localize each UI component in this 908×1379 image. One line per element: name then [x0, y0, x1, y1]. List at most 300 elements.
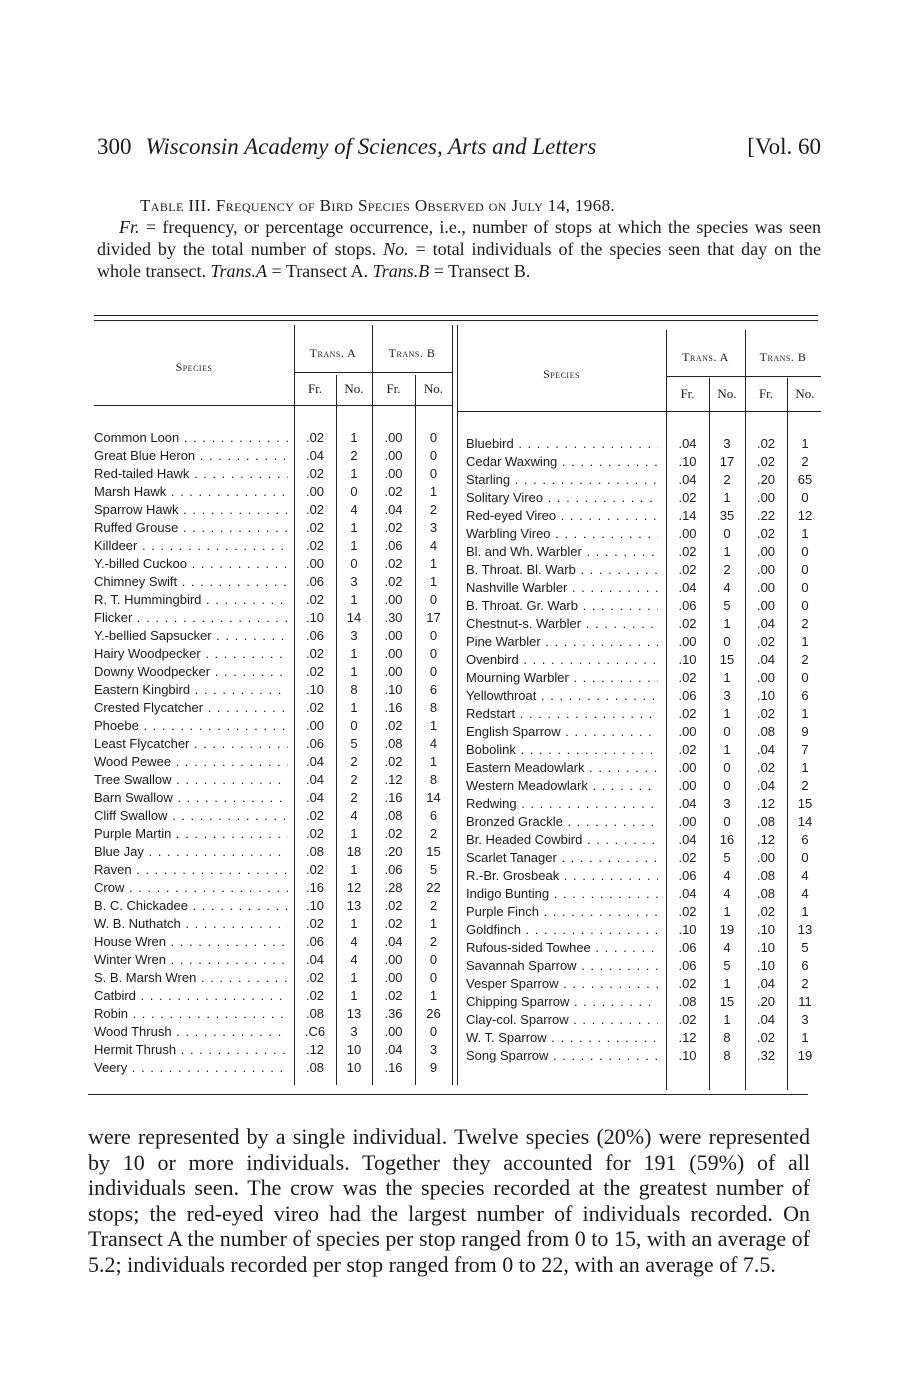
trans-a-frequency: .06 — [305, 736, 325, 751]
species-name: Y.-billed Cuckoo . . . — [94, 555, 288, 573]
trans-b-frequency: .10 — [756, 940, 776, 955]
trans-b-frequency: .02 — [756, 1030, 776, 1045]
trans-a-count: 5 — [723, 958, 731, 973]
running-header — [97, 134, 821, 160]
trans-a-frequency: .06 — [678, 598, 697, 613]
trans-a-frequency: .02 — [678, 616, 697, 631]
trans-a-frequency: .12 — [305, 1042, 325, 1057]
trans-b-frequency: .08 — [756, 886, 776, 901]
trans-b-frequency: .00 — [384, 970, 403, 985]
trans-b-count: 65 — [797, 472, 813, 487]
trans-a-frequency: .02 — [678, 1012, 697, 1027]
table-row — [94, 807, 452, 825]
trans-b-frequency: .00 — [756, 580, 776, 595]
trans-a-count: 3 — [350, 628, 358, 643]
trans-a-frequency: .00 — [305, 556, 325, 571]
trans-b-frequency: .08 — [756, 868, 776, 883]
species-name: Mourning Warbler . . . — [466, 669, 658, 687]
trans-a-frequency: .10 — [305, 610, 325, 625]
trans-b-count: 1 — [429, 916, 438, 931]
volume-label: [Vol. 60 — [747, 134, 821, 159]
trans-b-frequency: .02 — [384, 556, 403, 571]
trans-b-frequency: .02 — [384, 916, 403, 931]
species-name: R.-Br. Grosbeak . . . — [466, 867, 658, 885]
trans-a-frequency: .02 — [305, 592, 325, 607]
trans-b-count: 6 — [429, 808, 438, 823]
species-name: Hairy Woodpecker . . . — [94, 645, 288, 663]
trans-a-count: 1 — [723, 706, 731, 721]
trans-a-frequency: .02 — [305, 826, 325, 841]
trans-b-count: 0 — [429, 466, 438, 481]
trans-b-frequency: .02 — [384, 826, 403, 841]
table-row — [94, 663, 452, 681]
trans-b-frequency: .04 — [756, 616, 776, 631]
trans-b-count: 1 — [429, 574, 438, 589]
table-row — [466, 975, 821, 993]
trans-b-header: Trans. B — [388, 346, 436, 360]
table-row — [466, 615, 821, 633]
species-name: Rufous-sided Towhee . . . — [466, 939, 658, 957]
trans-b-count: 0 — [801, 850, 809, 865]
species-name: Winter Wren . . . — [94, 951, 288, 969]
trans-b-count: 4 — [801, 886, 809, 901]
trans-a-count: 35 — [719, 508, 735, 523]
table-row — [94, 933, 452, 951]
trans-b-count: 3 — [801, 1012, 809, 1027]
trans-a-count: 18 — [346, 844, 362, 859]
trans-a-frequency: .02 — [305, 466, 325, 481]
trans-a-frequency: .00 — [678, 724, 697, 739]
trans-b-frequency: .02 — [756, 634, 776, 649]
trans-a-frequency: .10 — [678, 454, 697, 469]
table-row — [466, 1029, 821, 1047]
trans-b-count: 15 — [426, 844, 441, 859]
trans-b-frequency: .02 — [384, 898, 403, 913]
trans-a-count: 0 — [723, 526, 731, 541]
trans-b-frequency: .02 — [384, 988, 403, 1003]
trans-a-count: 4 — [723, 940, 731, 955]
table-row — [94, 753, 452, 771]
table-row — [466, 723, 821, 741]
trans-b-count: 2 — [429, 502, 438, 517]
species-name: Ovenbird . . . — [466, 651, 658, 669]
trans-a-count: 1 — [723, 490, 731, 505]
table-row — [466, 813, 821, 831]
trans-b-frequency: .04 — [756, 778, 776, 793]
trans-b-frequency: .02 — [756, 706, 776, 721]
trans-b-frequency: .32 — [756, 1048, 776, 1063]
fr-header: Fr. — [758, 386, 774, 401]
trans-b-count: 0 — [429, 1024, 438, 1039]
species-name: Redwing . . . — [466, 795, 658, 813]
trans-b-count: 26 — [426, 1006, 441, 1021]
table-subhead-rule — [294, 372, 452, 373]
trans-a-frequency: .10 — [305, 898, 325, 913]
species-name: Red-tailed Hawk . . . — [94, 465, 288, 483]
species-name: Great Blue Heron . . . — [94, 447, 288, 465]
trans-a-header: Trans. A — [682, 350, 729, 364]
species-name: Chestnut-s. Warbler . . . — [466, 615, 658, 633]
trans-b-count: 0 — [429, 592, 438, 607]
trans-b-count: 1 — [429, 988, 438, 1003]
table-row — [466, 867, 821, 885]
trans-a-frequency: .02 — [305, 862, 325, 877]
trans-a-frequency: .08 — [305, 844, 325, 859]
trans-a-frequency: .04 — [305, 952, 325, 967]
species-name: Downy Woodpecker . . . — [94, 663, 288, 681]
trans-a-frequency: .10 — [305, 682, 325, 697]
table-subhead-rule — [666, 376, 821, 377]
species-name: Pine Warbler . . . — [466, 633, 658, 651]
trans-a-frequency: .02 — [678, 490, 697, 505]
table-row — [94, 573, 452, 591]
trans-a-count: 0 — [723, 634, 731, 649]
species-name: House Wren . . . — [94, 933, 288, 951]
species-name: Purple Finch . . . — [466, 903, 658, 921]
species-name: Starling . . . — [466, 471, 658, 489]
trans-b-count: 11 — [798, 994, 812, 1009]
trans-b-frequency: .04 — [384, 1042, 403, 1057]
trans-a-count: 0 — [723, 814, 731, 829]
table-row — [466, 633, 821, 651]
species-name: Goldfinch . . . — [466, 921, 658, 939]
trans-b-frequency: .08 — [384, 736, 403, 751]
trans-a-frequency: .00 — [678, 526, 697, 541]
trans-a-count: 4 — [723, 868, 731, 883]
species-name: Bl. and Wh. Warbler . . . — [466, 543, 658, 561]
fr-header: Fr. — [386, 381, 401, 396]
trans-b-frequency: .00 — [384, 1024, 403, 1039]
trans-a-frequency: .04 — [305, 790, 325, 805]
species-name: Wood Thrush . . . — [94, 1023, 288, 1041]
trans-b-count: 3 — [429, 1042, 438, 1057]
trans-b-count: 15 — [797, 796, 813, 811]
trans-b-frequency: .00 — [756, 544, 776, 559]
trans-b-frequency: .02 — [384, 754, 403, 769]
trans-a-frequency: .02 — [678, 706, 697, 721]
trans-a-count: 10 — [346, 1042, 362, 1057]
trans-a-count: 2 — [350, 772, 358, 787]
species-name: Br. Headed Cowbird . . . — [466, 831, 658, 849]
trans-b-frequency: .28 — [384, 880, 403, 895]
no-header: No. — [795, 386, 815, 401]
table-row — [94, 969, 452, 987]
table-row — [466, 705, 821, 723]
trans-a-count: 15 — [719, 994, 735, 1009]
trans-a-count: 8 — [350, 682, 358, 697]
trans-a-frequency: .04 — [678, 796, 697, 811]
trans-b-frequency: .08 — [756, 814, 776, 829]
trans-a-count: 8 — [723, 1030, 731, 1045]
species-name: Eastern Meadowlark . . . — [466, 759, 658, 777]
trans-a-count: 1 — [350, 538, 358, 553]
trans-a-frequency: .06 — [305, 574, 325, 589]
trans-b-header: Trans. B — [759, 350, 807, 364]
trans-b-frequency: .36 — [384, 1006, 403, 1021]
trans-a-count: 1 — [723, 544, 731, 559]
trans-b-frequency: .04 — [384, 934, 403, 949]
trans-b-count: 12 — [797, 508, 813, 523]
trans-b-count: 1 — [801, 436, 809, 451]
trans-b-count: 0 — [801, 562, 809, 577]
table-legend — [97, 216, 821, 282]
trans-a-frequency: .02 — [678, 544, 697, 559]
legend-tb-text: = Transect B. — [429, 261, 531, 281]
species-name: Clay-col. Sparrow . . . — [466, 1011, 658, 1029]
trans-b-count: 2 — [801, 616, 809, 631]
trans-b-count: 17 — [426, 610, 441, 625]
trans-b-frequency: .02 — [756, 760, 776, 775]
table-row — [94, 735, 452, 753]
table-row — [94, 465, 452, 483]
table-row — [466, 669, 821, 687]
table-row — [466, 1011, 821, 1029]
trans-a-frequency: .02 — [678, 904, 697, 919]
trans-a-frequency: .04 — [678, 886, 697, 901]
trans-a-count: 4 — [350, 502, 358, 517]
table-row — [466, 993, 821, 1011]
trans-b-count: 0 — [429, 430, 438, 445]
species-name: Marsh Hawk . . . — [94, 483, 288, 501]
trans-a-count: 3 — [723, 436, 731, 451]
trans-b-frequency: .16 — [384, 700, 403, 715]
trans-a-frequency: .02 — [305, 988, 325, 1003]
trans-b-frequency: .16 — [384, 790, 403, 805]
species-name: S. B. Marsh Wren . . . — [94, 969, 288, 987]
trans-a-count: 1 — [350, 664, 358, 679]
trans-b-frequency: .02 — [384, 484, 403, 499]
species-name: Indigo Bunting . . . — [466, 885, 658, 903]
species-name: Red-eyed Vireo . . . — [466, 507, 658, 525]
trans-b-count: 0 — [801, 490, 809, 505]
trans-a-count: 13 — [346, 898, 362, 913]
trans-b-frequency: .00 — [384, 592, 403, 607]
species-name: Killdeer . . . — [94, 537, 288, 555]
species-name: Flicker . . . — [94, 609, 288, 627]
trans-b-count: 4 — [801, 868, 809, 883]
species-name: Raven . . . — [94, 861, 288, 879]
trans-b-frequency: .10 — [756, 958, 776, 973]
trans-b-count: 13 — [797, 922, 813, 937]
species-name: Chimney Swift . . . — [94, 573, 288, 591]
trans-a-count: 3 — [350, 574, 358, 589]
species-name: Common Loon . . . — [94, 429, 288, 447]
trans-a-frequency: .06 — [305, 934, 325, 949]
species-header: Species — [543, 367, 580, 381]
trans-b-count: 9 — [801, 724, 809, 739]
trans-a-count: 1 — [350, 862, 358, 877]
table-row — [466, 579, 821, 597]
species-name: Bronzed Grackle . . . — [466, 813, 658, 831]
species-header: Species — [175, 360, 213, 374]
trans-b-count: 2 — [429, 826, 438, 841]
trans-a-frequency: .06 — [678, 958, 697, 973]
left-species-rows — [94, 429, 452, 1077]
species-name: English Sparrow . . . — [466, 723, 658, 741]
table-row — [94, 699, 452, 717]
trans-a-count: 3 — [350, 1024, 358, 1039]
trans-b-frequency: .02 — [756, 904, 776, 919]
table-row — [94, 555, 452, 573]
table-row — [94, 951, 452, 969]
trans-a-count: 4 — [723, 886, 731, 901]
trans-a-count: 0 — [350, 556, 358, 571]
trans-a-count: 0 — [350, 484, 358, 499]
trans-b-count: 14 — [797, 814, 813, 829]
trans-a-frequency: .04 — [678, 580, 697, 595]
trans-a-count: 1 — [723, 742, 731, 757]
table-row — [466, 435, 821, 453]
trans-a-frequency: .02 — [305, 646, 325, 661]
trans-b-frequency: .16 — [384, 1060, 403, 1075]
page-number: 300 — [97, 134, 132, 159]
trans-b-frequency: .00 — [756, 670, 776, 685]
trans-a-count: 1 — [350, 700, 358, 715]
trans-a-frequency: .02 — [305, 700, 325, 715]
trans-a-frequency: .02 — [305, 916, 325, 931]
legend-no-text: = total individuals of the species seen that day on the whole transect. — [97, 239, 821, 281]
trans-a-frequency: .06 — [305, 628, 325, 643]
table-top-rule — [94, 315, 818, 316]
species-name: Ruffed Grouse . . . — [94, 519, 288, 537]
table-top-rule-2 — [94, 320, 818, 321]
trans-a-count: 2 — [350, 754, 358, 769]
table-row — [94, 771, 452, 789]
table-title: Frequency of Bird Species Observed on July 14, 1968. — [215, 196, 616, 215]
trans-a-frequency: .04 — [305, 448, 325, 463]
trans-b-frequency: .10 — [756, 922, 776, 937]
table-row — [94, 825, 452, 843]
trans-a-frequency: .06 — [678, 940, 697, 955]
trans-b-frequency: .00 — [756, 490, 776, 505]
species-name: Hermit Thrush . . . — [94, 1041, 288, 1059]
species-name: Redstart . . . — [466, 705, 658, 723]
trans-a-frequency: .02 — [678, 742, 697, 757]
trans-b-count: 5 — [429, 862, 438, 877]
species-name: Vesper Sparrow . . . — [466, 975, 658, 993]
table-row — [466, 561, 821, 579]
species-name: Bobolink . . . — [466, 741, 658, 759]
trans-b-count: 2 — [801, 976, 809, 991]
trans-a-count: 1 — [350, 916, 358, 931]
trans-b-frequency: .00 — [384, 430, 403, 445]
trans-a-frequency: .00 — [678, 778, 697, 793]
trans-a-count: 1 — [723, 976, 731, 991]
table-row — [94, 1005, 452, 1023]
trans-a-frequency: .02 — [678, 562, 697, 577]
legend-no-abbr: No. — [383, 239, 409, 259]
trans-b-frequency: .04 — [756, 742, 776, 757]
species-name: Cliff Swallow . . . — [94, 807, 288, 825]
trans-b-count: 1 — [429, 484, 438, 499]
trans-a-frequency: .02 — [678, 976, 697, 991]
trans-b-frequency: .20 — [384, 844, 403, 859]
trans-a-frequency: .04 — [678, 832, 697, 847]
trans-b-frequency: .00 — [384, 952, 403, 967]
trans-a-frequency: .08 — [305, 1006, 325, 1021]
trans-b-frequency: .02 — [384, 520, 403, 535]
trans-b-frequency: .02 — [756, 454, 776, 469]
species-name: Veery . . . — [94, 1059, 288, 1077]
trans-b-count: 1 — [801, 634, 809, 649]
species-name: B. Throat. Bl. Warb . . . — [466, 561, 658, 579]
table-row — [94, 861, 452, 879]
table-row — [94, 591, 452, 609]
trans-a-count: 1 — [723, 904, 731, 919]
table-row — [466, 885, 821, 903]
trans-a-frequency: .08 — [305, 1060, 325, 1075]
table-row — [466, 957, 821, 975]
trans-a-count: 4 — [350, 808, 358, 823]
trans-b-count: 7 — [801, 742, 809, 757]
table-row — [466, 687, 821, 705]
trans-b-frequency: .02 — [756, 436, 776, 451]
trans-b-count: 2 — [801, 652, 809, 667]
trans-a-count: 0 — [723, 760, 731, 775]
trans-a-frequency: .06 — [678, 688, 697, 703]
body-paragraph: were represented by a single individual. Twelve species (20%) were represented by 10 or more individuals. Together they accounted for 191 (59%) of all individuals seen. The crow was the species recorded at the greatest number of stops; the red-eyed vireo had the largest number of individuals recorded. On Transect A the number of species per stop ranged from 0 to 15, with an average of 5.2; individuals recorded per stop ranged from 0 to 22, with an average of 7.5. — [88, 1124, 810, 1277]
table-row — [466, 453, 821, 471]
table-row — [466, 939, 821, 957]
species-name: Barn Swallow . . . — [94, 789, 288, 807]
table-row — [466, 651, 821, 669]
table-row — [94, 1041, 452, 1059]
species-name: B. C. Chickadee . . . — [94, 897, 288, 915]
trans-a-count: 1 — [350, 466, 358, 481]
trans-b-frequency: .04 — [384, 502, 403, 517]
trans-a-count: 2 — [350, 790, 358, 805]
trans-a-count: 0 — [723, 724, 731, 739]
trans-b-count: 6 — [429, 682, 438, 697]
legend-ta-text: = Transect A. — [267, 261, 373, 281]
trans-a-count: 0 — [350, 718, 358, 733]
trans-b-count: 2 — [801, 454, 809, 469]
trans-a-count: 16 — [719, 832, 735, 847]
trans-a-frequency: .02 — [305, 430, 325, 445]
trans-b-count: 6 — [801, 688, 809, 703]
trans-b-frequency: .20 — [756, 472, 776, 487]
trans-b-count: 1 — [429, 754, 438, 769]
trans-a-count: 0 — [723, 778, 731, 793]
legend-ta-abbr: Trans.A — [210, 261, 267, 281]
trans-b-count: 2 — [429, 898, 438, 913]
trans-b-count: 1 — [801, 904, 809, 919]
table-row — [466, 507, 821, 525]
trans-b-frequency: .12 — [384, 772, 403, 787]
species-name: Crow . . . — [94, 879, 288, 897]
trans-b-count: 9 — [429, 1060, 438, 1075]
trans-b-frequency: .00 — [384, 664, 403, 679]
trans-a-count: 2 — [723, 562, 731, 577]
trans-a-count: 1 — [350, 826, 358, 841]
table-row — [94, 879, 452, 897]
trans-a-count: 15 — [719, 652, 735, 667]
trans-b-count: 2 — [801, 778, 809, 793]
trans-b-frequency: .00 — [384, 448, 403, 463]
trans-b-count: 0 — [429, 628, 438, 643]
trans-a-frequency: .02 — [305, 502, 325, 517]
table-row — [94, 717, 452, 735]
table-row — [466, 849, 821, 867]
table-row — [466, 903, 821, 921]
trans-b-frequency: .02 — [384, 574, 403, 589]
species-name: W. T. Sparrow . . . — [466, 1029, 658, 1047]
trans-a-frequency: .00 — [678, 760, 697, 775]
no-header: No. — [423, 381, 444, 396]
trans-a-frequency: .02 — [678, 670, 697, 685]
trans-b-count: 0 — [429, 664, 438, 679]
trans-b-count: 6 — [801, 958, 809, 973]
